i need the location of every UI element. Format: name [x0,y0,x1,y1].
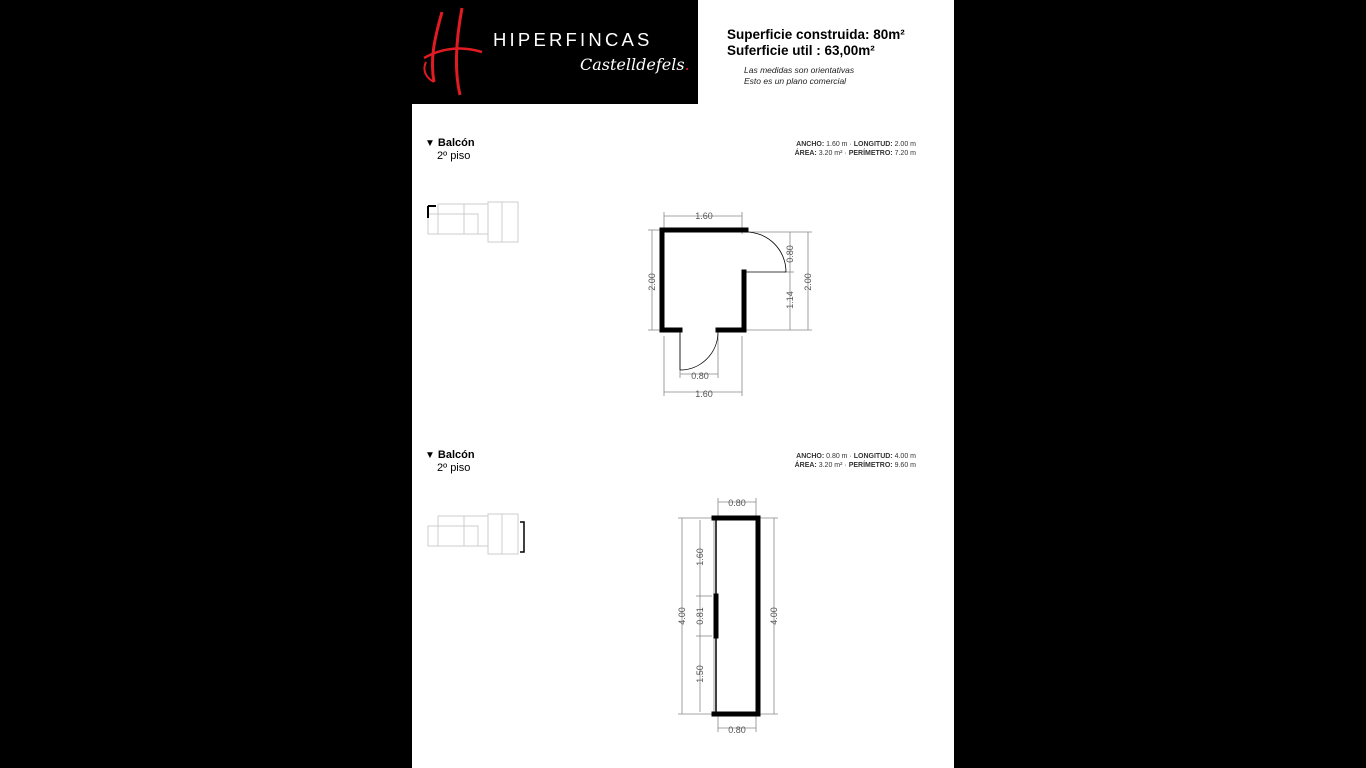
perimeter-label: PERÍMETRO: [848,149,893,157]
dim-seg2-2: 0.81 [695,607,705,625]
perimeter-value: 9.60 m [894,461,916,469]
perimeter-label: PERÍMETRO: [848,461,893,469]
width-label: ANCHO: [796,141,825,148]
dim-right-2: 4.00 [769,607,779,625]
area-label: ÁREA: [794,461,817,469]
brand-name: HIPERFINCAS [493,29,653,50]
width-value: 1.60 m [826,141,848,148]
dim-wall-right-1: 1.14 [785,291,795,309]
area-value: 3.20 m² [818,461,843,469]
built-area: Superficie construida: 80m² [727,27,905,42]
length-label: LONGITUD: [853,453,893,460]
dim-top-1: 1.60 [695,211,713,221]
plan-drawing-2 [412,0,954,768]
useful-area: Suferficie util : 63,00m² [727,43,875,58]
section-floor: 2º piso [437,462,471,474]
room-dimensions-2: ANCHO: 0.80 m · LONGITUD: 4.00 m ÁREA: 3.20 m² · PERÍMETRO: 9.60 m [794,453,916,469]
dim-seg3-2: 1.50 [695,665,705,683]
dim-bottom-1: 1.60 [695,389,713,399]
section-title: Balcón [437,449,475,461]
dim-top-2: 0.80 [728,498,746,508]
length-label: LONGITUD: [853,141,893,148]
brand-location-text: Castelldefels [580,55,685,74]
brand-dot: . [684,55,690,74]
length-value: 2.00 m [894,141,916,148]
length-value: 4.00 m [894,453,916,460]
width-label: ANCHO: [796,453,825,460]
collapse-arrow-icon[interactable]: ▼ [425,138,435,149]
perimeter-value: 7.20 m [894,149,916,157]
note-line-1: Las medidas son orientativas [744,65,855,75]
area-label: ÁREA: [794,149,817,157]
floor-plan-page [412,0,954,768]
section-floor: 2º piso [437,150,471,162]
dim-right-outer-1: 2.00 [803,273,813,291]
dim-left-1: 2.00 [647,273,657,291]
section-title: Balcón [437,137,475,149]
dim-seg1-2: 1.60 [695,548,705,566]
dim-bottom-2: 0.80 [728,725,746,735]
dim-door-right-1: 0.80 [785,245,795,263]
collapse-arrow-icon[interactable]: ▼ [425,450,435,461]
dim-left-outer-2: 4.00 [677,607,687,625]
area-value: 3.20 m² [818,149,843,157]
width-value: 0.80 m [826,453,848,460]
dim-door-bottom-1: 0.80 [691,371,709,381]
room-dimensions-1: ANCHO: 1.60 m · LONGITUD: 2.00 m ÁREA: 3.20 m² · PERÍMETRO: 7.20 m [794,141,916,157]
note-line-2: Esto es un plano comercial [744,76,847,86]
